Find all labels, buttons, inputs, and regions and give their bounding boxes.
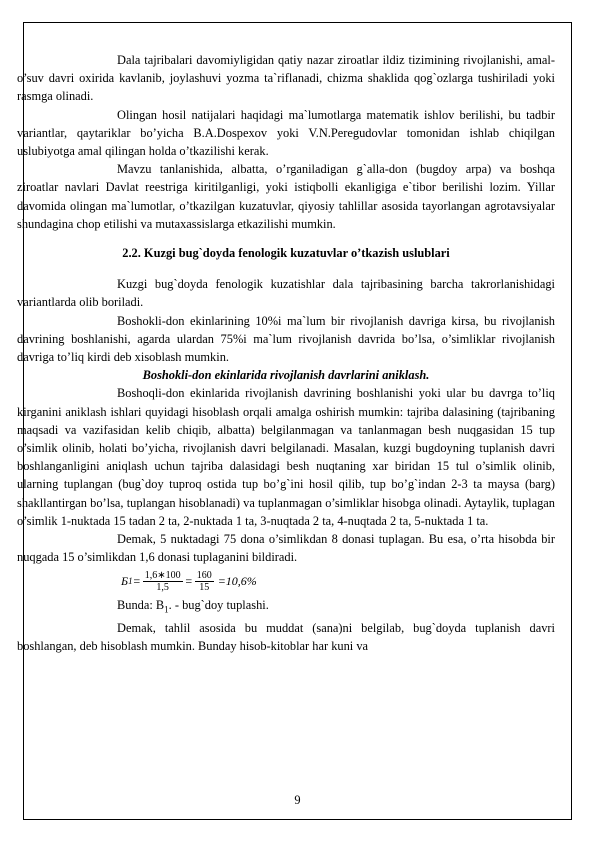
paragraph: Demak, tahlil asosida bu muddat (sana)ni belgilab, bug`doyda tuplanish davri boshlangan, deb hisoblash mumkin. Bunday hisob-kitoblar har kuni va xyxy=(17,621,555,654)
fraction-1 xyxy=(143,570,183,593)
formula-eq: = xyxy=(184,574,193,589)
sub-title: Boshokli-don ekinlarida rivojlanish davrlarini aniklash. xyxy=(142,368,430,383)
bunda-suffix: . - bug`doy tuplashi. xyxy=(168,598,269,613)
bunda-line xyxy=(117,596,555,619)
fraction-numerator: 160 xyxy=(196,569,212,581)
formula-result: =10,6% xyxy=(217,574,257,589)
paragraphs-bottom xyxy=(17,384,555,566)
fraction-numerator: 1,6∗100 xyxy=(144,569,181,581)
page-number: 9 xyxy=(294,793,301,807)
fraction-2 xyxy=(195,570,214,593)
paragraphs-mid xyxy=(17,275,555,366)
formula-lhs-sub: 1 xyxy=(128,576,133,587)
paragraph: Demak, 5 nuktadagi 75 dona o’simlikdan 8 donasi tuplagan. Bu esa, o’rta hisobda bir nuqgada 15 o’simlikdan 1,6 donasi tuplaganini bildiradi. xyxy=(17,532,555,565)
paragraphs-top xyxy=(17,51,555,233)
paragraph: Boshoqli-don ekinlarida rivojlanish davrining boshlanishi yoki ular bu davrga to’liq kirganini aniklash ishlari quyidagi hisoblash orqali amalga oshirish mumkin: tajriba dalasining (tajribaning maqsadi va vazifasidan kelib chiqib, albatta) belgilanmagan va tanlanmagan besh nuqgasidan 15 tup o’simlik olinib, holati bo’yicha, rivojlanish davri belgilanadi. Masalan, kuzgi bugdoyning tuplanish davri boshlanganligini aniqlash uchun tajriba dalasidagi besh nuqtaning xar biridan 15 tul o’simlik olinib, ularning tuplangan (bug`doy tuproq ostida tup bo’g`ini hosil qilib, tup bo’g`indan 2-3 ta maysa (barg) shakllantirgan bo’lsa, tuplangan hisoblanadi) va tuplanmagan o’simliklar hisobga olinadi. Aytaylik, tuplagan o’simlik 1-nuktada 15 tadan 2 ta, 2-nuktada 1 ta, 3-nuqtada 2 ta, 4-nuqtada 2 ta, 5-nuktada 1 ta. xyxy=(17,386,555,528)
bunda-prefix: Bunda: B xyxy=(117,598,165,613)
bunda-sub: 1 xyxy=(164,604,169,615)
paragraph: Mavzu tanlanishida, albatta, o’rganiladigan g`alla-don (bugdoy arpa) va boshqa ziroatlar navlari Davlat reestriga kiritilganligi, yoki istiqbolli ekanligiga e`tibor berilishi lozim. Yillar davomida olingan ma`lumotlar, o’tkazilgan kuzatuvlar, qiyosiy tahlillar asosida tayorlangan agrotavsiyalar shundagina chop etilishi va mutaxassislarga etkazilishi mumkin. xyxy=(17,162,555,231)
fraction-denominator: 1,5 xyxy=(156,581,169,593)
fraction-denominator: 15 xyxy=(199,581,210,593)
document-text xyxy=(17,51,555,656)
paragraph: Boshokli-don ekinlarining 10%i ma`lum bir rivojlanish davriga kirsa, bu rivojlanish davrining boshlanishi, agarda ulardan 75%i ma`lum rivojlanish davrida bo’lsa, o’simliklar rivojlanish davriga to’liq kirdi deb xisoblash mumkin. xyxy=(17,313,555,365)
formula xyxy=(121,566,555,596)
paragraph: Olingan hosil natijalari haqidagi ma`lumotlarga matematik ishlov berilishi, bu tadbir variantlar, qaytariklar bo’yicha B.A.Dospexov yoki V.N.Peregudovlar tomonidan ishlab chiqilgan uslubiyotga amal qilingan holda o’tkazilishi kerak. xyxy=(17,107,555,159)
paragraph-last xyxy=(17,619,555,655)
formula-eq: = xyxy=(132,574,141,589)
formula-lhs: Б xyxy=(121,574,129,589)
paragraph: Dala tajribalari davomiyligidan qatiy nazar ziroatlar ildiz tizimining rivojlanishi, amal-o’suv davri oxirida kavlanib, joylashuvi yozma ta`riflanadi, chizma shaklida qog`ozlarga tushiriladi yoki rasmga olinadi. xyxy=(17,53,555,104)
section-title: 2.2. Kuzgi bug`doyda fenologik kuzatuvlar o’tkazish uslublari xyxy=(122,246,450,261)
paragraph: Kuzgi bug`doyda fenologik kuzatishlar dala tajribasining barcha takrorlanishidagi variantlarda olib boriladi. xyxy=(17,277,555,310)
